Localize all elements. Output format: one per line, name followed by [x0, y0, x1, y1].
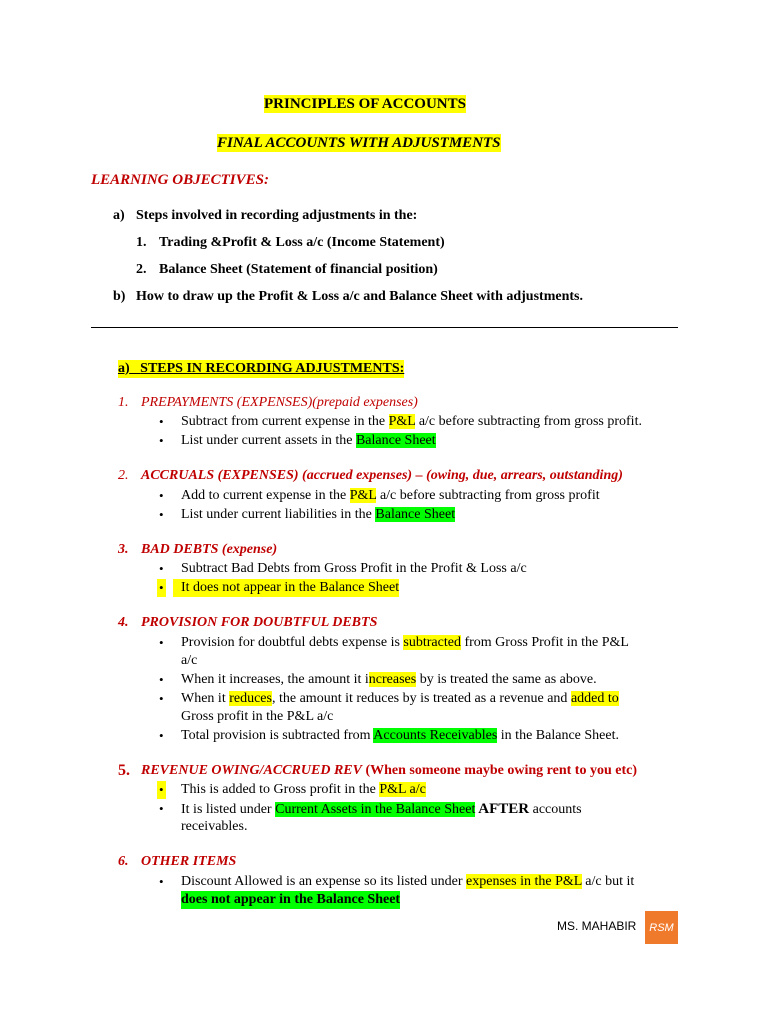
bullet-icon: • [159, 414, 164, 429]
text: a/c before subtracting from gross profit [376, 488, 600, 503]
item-4-bullet-2 [181, 671, 597, 689]
text: When it increases, the amount it i [181, 672, 369, 687]
text: accounts [529, 802, 582, 817]
text: in the Balance Sheet. [497, 728, 619, 743]
item-2-bullet-2 [181, 506, 455, 524]
item-4-bullet-4 [181, 727, 619, 745]
bullet-icon: • [159, 672, 164, 687]
highlight: ncreases [368, 672, 417, 687]
text: (When someone maybe owing rent to you etc) [361, 763, 637, 778]
text: When it [181, 691, 230, 706]
item-4-bullet-1 [181, 634, 629, 652]
highlight: Current Assets in the Balance Sheet [275, 802, 476, 817]
text: REVENUE OWING/ACCRUED REV [141, 763, 362, 778]
bullet-icon: • [159, 728, 164, 743]
item-3-marker: 3. [118, 542, 129, 557]
objective-a1-text: Trading &Profit & Loss a/c (Income Statement) [159, 235, 445, 250]
bullet-icon: • [159, 635, 164, 650]
item-2-bullet-1 [181, 487, 600, 505]
text: Subtract from current expense in the [181, 414, 389, 429]
item-3-bullet-2: It does not appear in the Balance Sheet [173, 579, 399, 597]
bullet-icon: • [159, 433, 164, 448]
item-1-bullet-1 [181, 413, 642, 431]
bullet-icon: • [159, 488, 164, 503]
objective-a2-marker: 2. [136, 262, 147, 277]
item-5-bullet-2 [181, 800, 582, 819]
text: Total provision is subtracted from [181, 728, 374, 743]
horizontal-divider [91, 327, 678, 328]
text: Add to current expense in the [181, 488, 350, 503]
item-5-bullet-2-continued: receivables. [181, 819, 248, 834]
text: List under current assets in the [181, 433, 356, 448]
item-2-heading: ACCRUALS (EXPENSES) (accrued expenses) – (owing, due, arrears, outstanding) [141, 468, 623, 483]
item-6-bullet-1-continued: does not appear in the Balance Sheet [181, 892, 401, 907]
rsm-logo: RSM [645, 911, 678, 944]
highlight: reduces [229, 691, 272, 706]
section-a-marker: a) [118, 361, 130, 376]
item-1-bullet-2 [181, 432, 436, 450]
bullet-icon: • [159, 874, 164, 889]
highlight: P&L [349, 488, 377, 503]
section-a-title: STEPS IN RECORDING ADJUSTMENTS: [140, 361, 405, 376]
item-1-heading: PREPAYMENTS (EXPENSES)(prepaid expenses) [141, 395, 418, 410]
text: It is listed under [181, 802, 276, 817]
item-5-heading [141, 762, 637, 780]
bullet-icon: • [159, 782, 164, 797]
highlight: Balance Sheet [375, 507, 456, 522]
objective-b-text: How to draw up the Profit & Loss a/c and Balance Sheet with adjustments. [136, 289, 583, 304]
bullet-icon: • [159, 691, 164, 706]
highlight: added to [570, 691, 619, 706]
item-4-heading: PROVISION FOR DOUBTFUL DEBTS [141, 615, 378, 630]
learning-objectives-heading: LEARNING OBJECTIVES: [91, 172, 269, 188]
text: AFTER [475, 801, 530, 817]
highlight: Balance Sheet [355, 433, 436, 448]
text: Discount Allowed is an expense so its listed under [181, 874, 467, 889]
footer-author: MS. MAHABIR [557, 919, 637, 933]
highlight: subtracted [403, 635, 461, 650]
objective-a-text: Steps involved in recording adjustments in the: [136, 208, 418, 223]
text: , the amount it reduces by is treated as a revenue and [271, 691, 571, 706]
bullet-icon: • [159, 507, 164, 522]
text: List under current liabilities in the [181, 507, 376, 522]
highlight: P&L [388, 414, 416, 429]
text: a/c before subtracting from gross profit. [415, 414, 642, 429]
highlight: expenses in the P&L [466, 874, 582, 889]
page-title: PRINCIPLES OF ACCOUNTS [264, 96, 466, 112]
item-1-marker: 1. [118, 395, 129, 410]
objective-b-marker: b) [113, 289, 126, 304]
highlight: P&L a/c [379, 782, 426, 797]
text: by is treated the same as above. [416, 672, 597, 687]
item-4-bullet-3 [181, 690, 619, 708]
text: from Gross Profit in the P&L [460, 635, 629, 650]
item-4-marker: 4. [118, 615, 129, 630]
objective-a2-text: Balance Sheet (Statement of financial position) [159, 262, 438, 277]
highlight: Accounts Receivables [373, 728, 498, 743]
item-4-bullet-1-continued: a/c [181, 653, 198, 668]
item-6-marker: 6. [118, 854, 129, 869]
text: This is added to Gross profit in the [181, 782, 380, 797]
item-3-heading: BAD DEBTS (expense) [141, 542, 278, 557]
text: a/c but it [581, 874, 635, 889]
item-5-marker: 5. [118, 762, 130, 779]
page-subtitle: FINAL ACCOUNTS WITH ADJUSTMENTS [217, 135, 501, 151]
item-5-bullet-1 [181, 781, 426, 799]
section-a-heading [118, 360, 404, 378]
item-2-marker: 2. [118, 468, 129, 483]
text: Provision for doubtful debts expense is [181, 635, 404, 650]
bullet-icon: • [159, 561, 164, 576]
bullet-icon: • [159, 801, 164, 816]
item-4-bullet-3-continued: Gross profit in the P&L a/c [181, 709, 334, 724]
item-6-heading: OTHER ITEMS [141, 854, 237, 869]
item-6-bullet-1 [181, 873, 634, 891]
bullet-icon: • [159, 580, 164, 595]
objective-a-marker: a) [113, 208, 125, 223]
item-3-bullet-1: Subtract Bad Debts from Gross Profit in the Profit & Loss a/c [181, 561, 527, 576]
objective-a1-marker: 1. [136, 235, 147, 250]
